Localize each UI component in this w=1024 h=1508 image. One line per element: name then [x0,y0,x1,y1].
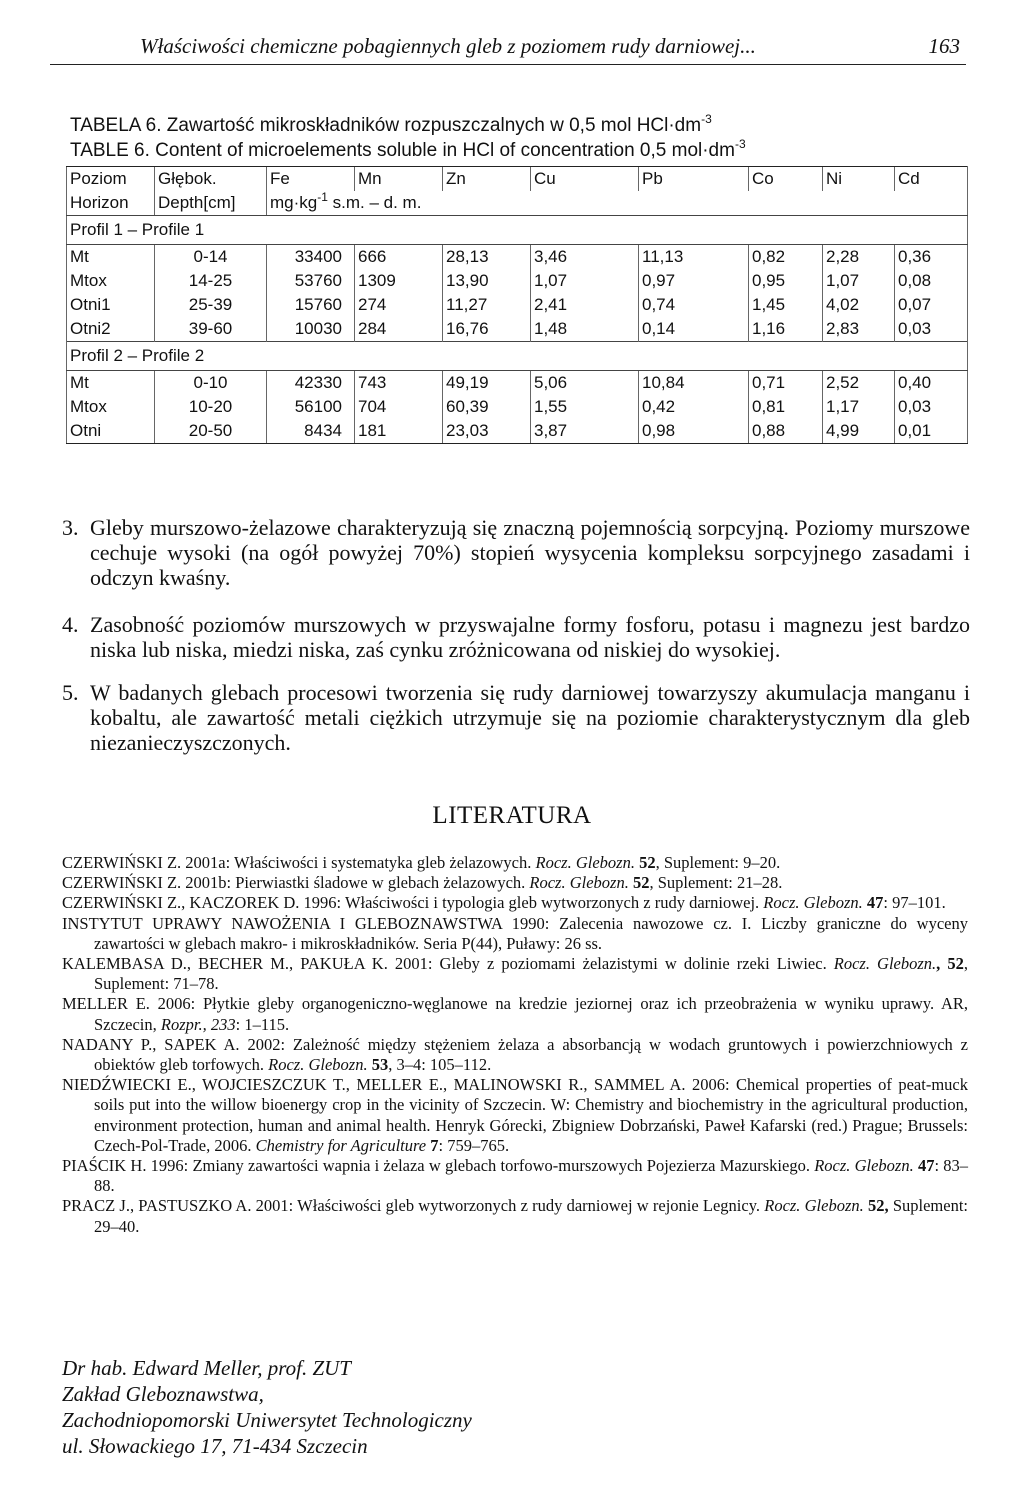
profile-label: Profil 2 – Profile 2 [67,342,968,371]
conclusion-4 [62,612,970,662]
caption-pl-exponent: -3 [701,112,712,126]
cell-zn: 11,27 [443,293,531,317]
conclusion-number: 3. [62,515,79,540]
caption-en-exponent: -3 [734,137,746,151]
cell-pb: 0,74 [639,293,749,317]
cell-pb: 0,14 [639,317,749,342]
reference-item [62,893,968,913]
cell-ni: 2,52 [823,371,895,396]
cell-horizon: Mt [67,245,155,270]
cell-cu: 5,06 [531,371,639,396]
reference-item [62,873,968,893]
literature-heading: LITERATURA [432,802,592,829]
cell-cd: 0,36 [895,245,968,270]
reference-authors-title: CZERWIŃSKI Z., KACZOREK D. 1996: Właściwości i typologia gleb wytworzonych z rudy darniowej. [62,893,764,913]
cell-cd: 0,07 [895,293,968,317]
reference-journal: Rocz. Glebozn. [763,893,863,913]
header-element-fe: Fe [267,167,355,192]
cell-cd: 0,01 [895,419,968,444]
reference-pages: : 83–88. [94,1156,969,1196]
cell-mn: 181 [355,419,443,444]
cell-zn: 13,90 [443,269,531,293]
unit-exponent: -1 [317,190,328,204]
cell-depth: 0-14 [155,245,267,270]
cell-co: 0,81 [749,395,823,419]
cell-mn: 284 [355,317,443,342]
cell-horizon: Mtox [67,269,155,293]
reference-pages: , 3–4: 105–112. [388,1055,492,1075]
reference-pages: , Suplement: 71–78. [94,954,968,994]
cell-co: 0,95 [749,269,823,293]
cell-mn: 1309 [355,269,443,293]
reference-item [62,954,968,994]
header-element-pb: Pb [639,167,749,192]
cell-zn: 28,13 [443,245,531,270]
cell-co: 0,82 [749,245,823,270]
reference-pages: : 759–765. [438,1135,510,1155]
conclusion-text: W badanych glebach procesowi tworzenia się rudy darniowej towarzyszy akumulacja manganu i kobaltu, ale zawartość metali ciężkich utrzymuje się na poziomie charakterystycznym dla gleb niezanieczyszczonych. [90,680,970,755]
cell-horizon: Mt [67,371,155,396]
reference-item [62,1035,968,1075]
cell-mn: 274 [355,293,443,317]
microelements-table [66,166,968,444]
table-row [67,419,968,444]
header-glebok: Głębok. [155,167,267,192]
cell-mn: 743 [355,371,443,396]
author-name: Dr hab. Edward Meller, prof. ZUT [62,1356,351,1380]
reference-volume: , 52 [936,954,964,974]
cell-cu: 3,46 [531,245,639,270]
table-row [67,269,968,293]
reference-authors-title: INSTYTUT UPRAWY NAWOŻENIA I GLEBOZNAWSTWA 1990: Zalecenia nawozowe cz. I. Liczby graniczne do wyceny zawartości w glebach makro- i mikroskładników. Seria P(44), Puławy: 26 ss. [62,913,968,953]
cell-pb: 0,98 [639,419,749,444]
reference-journal: Rocz. Glebozn. [535,853,635,872]
cell-fe: 33400 [267,245,355,270]
header-element-ni: Ni [823,167,895,192]
reference-item [62,1196,968,1236]
cell-zn: 16,76 [443,317,531,342]
cell-pb: 10,84 [639,371,749,396]
conclusion-text: Zasobność poziomów murszowych w przyswajalne formy fosforu, potasu i magnezu jest bardzo niska lub niska, miedzi niska, zaś cynku zróżnicowana od niskiej do wysokiej. [90,612,970,662]
reference-item [62,1156,968,1196]
reference-journal: Rozpr., 233 [160,1014,236,1034]
header-element-cu: Cu [531,167,639,192]
reference-journal: Rocz. Glebozn. [268,1055,368,1075]
cell-depth: 39-60 [155,317,267,342]
header-depth: Depth[cm] [155,191,267,216]
cell-co: 0,71 [749,371,823,396]
running-title: Właściwości chemiczne pobagiennych gleb z poziomem rudy darniowej... [140,34,756,58]
reference-volume: 47 [913,1156,935,1176]
author-street: ul. Słowackiego 17, 71-434 Szczecin [62,1434,368,1458]
reference-pages: : 1–115. [235,1014,290,1034]
cell-cd: 0,08 [895,269,968,293]
header-element-co: Co [749,167,823,192]
table-header-row [67,191,968,216]
reference-authors-title: PRACZ J., PASTUSZKO A. 2001: Właściwości gleb wytworzonych z rudy darniowej w rejonie Legnicy. [62,1196,765,1216]
cell-cu: 2,41 [531,293,639,317]
cell-zn: 60,39 [443,395,531,419]
reference-item [62,914,968,954]
cell-zn: 49,19 [443,371,531,396]
reference-authors-title: PIAŚCIK H. 1996: Zmiany zawartości wapnia i żelaza w glebach torfowo-murszowych Pojezierza Mazurskiego. [62,1156,815,1176]
author-department: Zakład Gleboznawstwa, [62,1382,264,1406]
reference-authors-title: MELLER E. 2006: Płytkie gleby organogeniczno-węglanowe na kredzie jeziornej oraz ich przeobrażenia w wyniku uprawy. AR, Szczecin, [62,994,968,1034]
cell-co: 1,16 [749,317,823,342]
cell-co: 0,88 [749,419,823,444]
cell-fe: 56100 [267,395,355,419]
conclusion-5 [62,680,970,755]
cell-ni: 1,07 [823,269,895,293]
reference-authors-title: CZERWIŃSKI Z. 2001b: Pierwiastki śladowe w glebach żelazowych. [62,873,530,893]
reference-journal: Chemistry for Agriculture [255,1135,427,1155]
cell-mn: 704 [355,395,443,419]
cell-ni: 4,02 [823,293,895,317]
caption-en-text: TABLE 6. Content of microelements soluble in HCl of concentration 0,5 mol·dm [70,140,735,161]
reference-pages: , Suplement: 9–20. [655,853,781,872]
cell-horizon: Mtox [67,395,155,419]
header-unit [267,191,968,216]
table-row [67,245,968,270]
cell-depth: 0-10 [155,371,267,396]
cell-ni: 4,99 [823,419,895,444]
cell-pb: 0,42 [639,395,749,419]
cell-horizon: Otni1 [67,293,155,317]
cell-horizon: Otni [67,419,155,444]
reference-journal: Rocz. Glebozn. [814,1156,914,1176]
profile-label: Profil 1 – Profile 1 [67,216,968,245]
running-head [140,34,970,59]
table-row [67,395,968,419]
header-element-mn: Mn [355,167,443,192]
cell-ni: 2,83 [823,317,895,342]
reference-item [62,853,968,873]
header-poziom: Poziom [67,167,155,192]
reference-volume: 47 [862,893,884,913]
table-row [67,317,968,342]
reference-volume: 53 [367,1055,389,1075]
reference-authors-title: NIEDŹWIECKI E., WOJCIESZCZUK T., MELLER E., MALINOWSKI R., SAMMEL A. 2006: Chemical properties of peat-muck soils put into the willow bioenergy crop in the vicinity of Szczecin. W: Chemistry and biochemistry in the agricultural production, environment protection, human and animal health. Henryk Górecki, Zbigniew Dobrzański, Paweł Kafarski (red.) Prague; Brussels: Czech-Pol-Trade, 2006. [62,1075,968,1155]
cell-cd: 0,03 [895,317,968,342]
cell-cu: 1,55 [531,395,639,419]
conclusion-text: Gleby murszowo-żelazowe charakteryzują się znaczną pojemnością sorpcyjną. Poziomy murszowe cechuje wysoki (na ogół powyżej 70%) stopień wysycenia kompleksu sorpcyjnego zasadami i odczyn kwaśny. [90,515,970,590]
conclusion-number: 5. [62,680,79,705]
profile-section-row [67,342,968,371]
cell-depth: 20-50 [155,419,267,444]
author-university: Zachodniopomorski Uniwersytet Technologiczny [62,1408,472,1432]
profile-section-row [67,216,968,245]
reference-pages: Suplement: 29–40. [94,1196,968,1236]
reference-authors-title: KALEMBASA D., BECHER M., PAKUŁA K. 2001: Gleby z poziomami żelazistymi w dolinie rzeki Liwiec. [62,954,834,974]
cell-cu: 3,87 [531,419,639,444]
table-row [67,293,968,317]
cell-pb: 11,13 [639,245,749,270]
header-rule [50,64,966,65]
header-element-cd: Cd [895,167,968,192]
cell-zn: 23,03 [443,419,531,444]
header-element-zn: Zn [443,167,531,192]
unit-prefix: mg·kg [270,193,318,212]
reference-volume: 7 [426,1135,439,1155]
table-caption-pl [70,112,712,137]
cell-depth: 25-39 [155,293,267,317]
cell-fe: 8434 [267,419,355,444]
caption-pl-text: TABELA 6. Zawartość mikroskładników rozpuszczalnych w 0,5 mol HCl·dm [70,115,702,136]
cell-fe: 53760 [267,269,355,293]
conclusion-number: 4. [62,612,79,637]
reference-journal: Rocz. Glebozn. [764,1196,864,1216]
cell-cd: 0,40 [895,371,968,396]
reference-volume: 52 [634,853,656,872]
cell-depth: 10-20 [155,395,267,419]
cell-fe: 10030 [267,317,355,342]
reference-item [62,1075,968,1156]
reference-journal: Rocz. Glebozn. [833,954,937,974]
cell-ni: 2,28 [823,245,895,270]
reference-journal: Rocz. Glebozn. [529,873,629,893]
reference-volume: 52, [863,1196,889,1216]
table-header-row [67,167,968,192]
cell-horizon: Otni2 [67,317,155,342]
header-horizon: Horizon [67,191,155,216]
reference-pages: : 97–101. [883,893,946,913]
cell-ni: 1,17 [823,395,895,419]
cell-cu: 1,07 [531,269,639,293]
reference-pages: , Suplement: 21–28. [649,873,783,893]
reference-volume: 52 [628,873,650,893]
cell-fe: 42330 [267,371,355,396]
cell-cu: 1,48 [531,317,639,342]
reference-item [62,994,968,1034]
cell-pb: 0,97 [639,269,749,293]
conclusion-3 [62,515,970,590]
cell-co: 1,45 [749,293,823,317]
cell-mn: 666 [355,245,443,270]
cell-cd: 0,03 [895,395,968,419]
reference-list [62,853,968,1237]
reference-authors-title: NADANY P., SAPEK A. 2002: Zależność między stężeniem żelaza a absorbancją w wodach gruntowych i powierzchniowych z obiektów gleb torfowych. [62,1034,968,1075]
cell-fe: 15760 [267,293,355,317]
unit-suffix: s.m. – d. m. [332,193,422,212]
page-number: 163 [928,34,960,58]
table-row [67,371,968,396]
table-caption-en [70,137,746,162]
cell-depth: 14-25 [155,269,267,293]
reference-authors-title: CZERWIŃSKI Z. 2001a: Właściwości i systematyka gleb żelazowych. [62,853,536,872]
author-address [62,1355,472,1459]
